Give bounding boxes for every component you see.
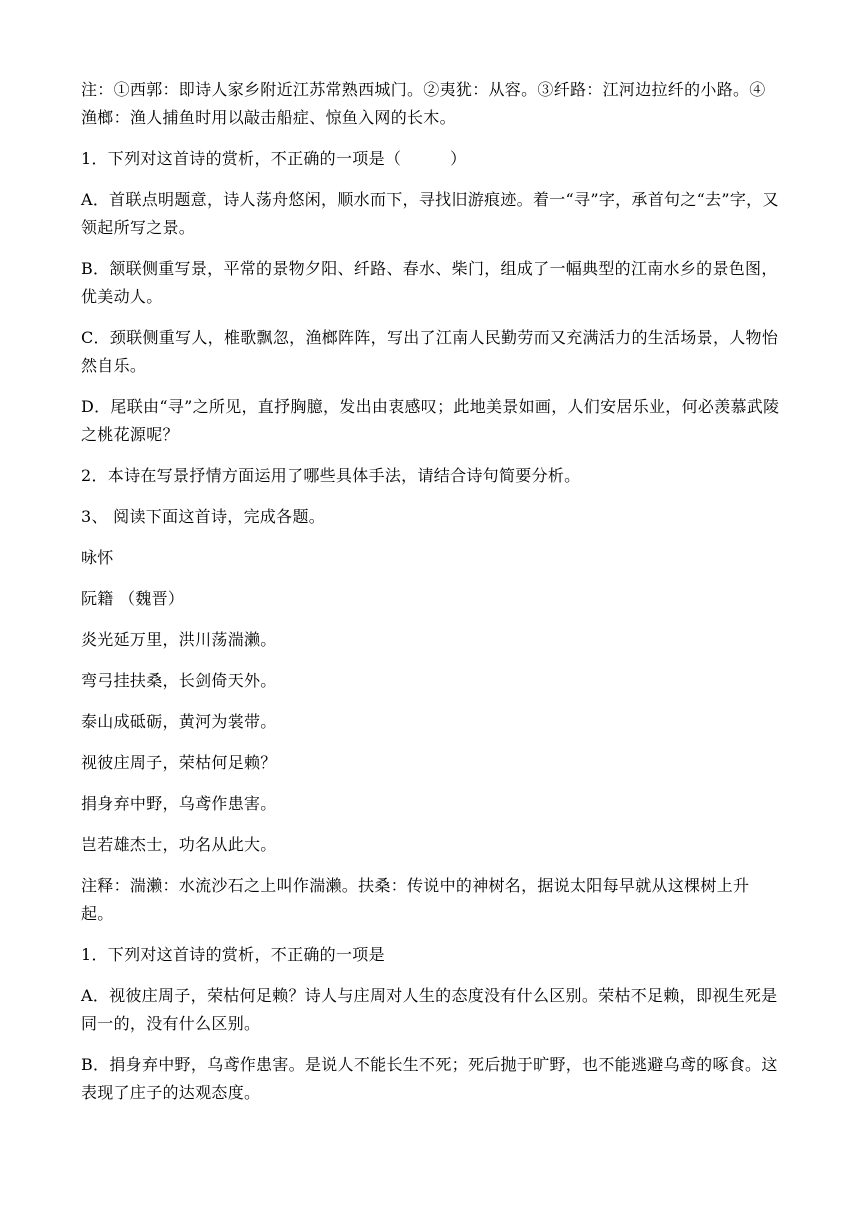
question-3-1-option-b: B．捐身弃中野，乌鸢作患害。是说人不能长生不死；死后抛于旷野，也不能逃避乌鸢的啄食。这表现了庄子的达观态度。 bbox=[81, 1055, 778, 1102]
poem-line-6: 岂若雄杰士，功名从此大。 bbox=[81, 835, 277, 854]
question-1-stem: 1．下列对这首诗的赏析，不正确的一项是（ ） bbox=[81, 149, 467, 168]
poem-line-1: 炎光延万里，洪川荡湍濑。 bbox=[81, 630, 277, 649]
question-2-stem: 2．本诗在写景抒情方面运用了哪些具体手法，请结合诗句简要分析。 bbox=[81, 466, 581, 485]
document-page bbox=[81, 76, 781, 1107]
question-3-1-stem: 1．下列对这首诗的赏析，不正确的一项是 bbox=[81, 945, 385, 964]
poem-annotation: 注释：湍濑：水流沙石之上叫作湍濑。扶桑：传说中的神树名，据说太阳每早就从这棵树上升起。 bbox=[81, 876, 750, 923]
poem-line-5: 捐身弃中野，乌鸢作患害。 bbox=[81, 794, 277, 813]
poem-line-3: 泰山成砥砺，黄河为裳带。 bbox=[81, 712, 277, 731]
question-3-1-option-a: A．视彼庄周子，荣枯何足赖？诗人与庄周对人生的态度没有什么区别。荣枯不足赖，即视生死是同一的，没有什么区别。 bbox=[81, 986, 778, 1033]
annotation-notes: 注：①西郭：即诗人家乡附近江苏常熟西城门。②夷犹：从容。③纤路：江河边拉纤的小路。④渔榔：渔人捕鱼时用以敲击船症、惊鱼入网的长木。 bbox=[81, 80, 766, 127]
poem-line-2: 弯弓挂扶桑，长剑倚天外。 bbox=[81, 671, 277, 690]
poem-title: 咏怀 bbox=[81, 548, 114, 567]
option-b: B．颔联侧重写景，平常的景物夕阳、纤路、春水、柴门，组成了一幅典型的江南水乡的景色图，优美动人。 bbox=[81, 259, 778, 306]
section-3-heading: 3、 阅读下面这首诗，完成各题。 bbox=[81, 507, 326, 526]
option-c: C．颈联侧重写人，椎歌飘忽，渔榔阵阵，写出了江南人民勤劳而又充满活力的生活场景，人物怡然自乐。 bbox=[81, 328, 779, 375]
option-d: D．尾联由“寻”之所见，直抒胸臆，发出由衷感叹；此地美景如画，人们安居乐业，何必羡慕武陵之桃花源呢？ bbox=[81, 397, 780, 444]
poem-author: 阮籍 （魏晋） bbox=[81, 589, 185, 608]
poem-line-4: 视彼庄周子，荣枯何足赖？ bbox=[81, 753, 277, 772]
option-a: A．首联点明题意，诗人荡舟悠闲，顺水而下，寻找旧游痕迹。着一“寻”字，承首句之“去”字，又领起所写之景。 bbox=[81, 190, 779, 237]
